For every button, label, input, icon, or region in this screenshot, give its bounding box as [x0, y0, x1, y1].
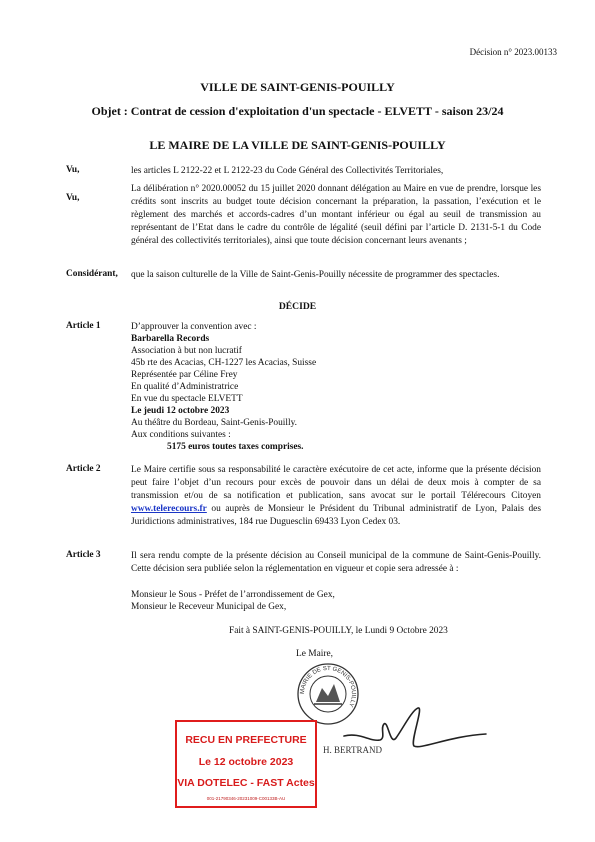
visa-text-1: les articles L 2122-22 et L 2122-23 du Code Général des Collectivités Territoriales, [131, 166, 444, 176]
objet-title: Objet : Contrat de cession d'exploitation d'un spectacle - ELVETT - saison 23/24 [91, 104, 504, 118]
fait-a-line: Fait à SAINT-GENIS-POUILLY, le Lundi 9 Octobre 2023 [229, 626, 448, 636]
article-1-line: D’approuver la convention avec : [131, 322, 257, 332]
considerant-label: Considérant, [66, 269, 118, 279]
recipient-line: Monsieur le Sous - Préfet de l’arrondissement de Gex, [131, 590, 335, 600]
stamp-line-4: 001-21790346-20231009-C00133B-AU [206, 796, 286, 801]
article-3-label: Article 3 [66, 550, 101, 560]
maire-heading: LE MAIRE DE LA VILLE DE SAINT-GENIS-POUILLY [149, 138, 446, 152]
article-1-line: Au théâtre du Bordeau, Saint-Genis-Pouilly. [131, 418, 298, 428]
recipient-line: Monsieur le Receveur Municipal de Gex, [131, 602, 287, 612]
article-1-line: Barbarella Records [131, 334, 210, 344]
seal-text: MAIRIE DE ST GENIS-POUILLY [299, 665, 357, 708]
stamp-line-3: VIA DOTELEC - FAST Actes [177, 777, 315, 789]
decide-heading: DÉCIDE [278, 301, 317, 312]
prefecture-stamp [175, 720, 317, 808]
article-1-line: Représentée par Céline Frey [131, 370, 238, 380]
decision-number: Décision n° 2023.00133 [469, 47, 557, 57]
signatory-name: H. BERTRAND [323, 745, 382, 755]
article-1-amount: 5175 euros toutes taxes comprises. [167, 442, 304, 452]
article-1-line: Aux conditions suivantes : [131, 430, 231, 440]
article-2-label: Article 2 [66, 464, 101, 474]
city-title: VILLE DE SAINT-GENIS-POUILLY [200, 80, 395, 94]
considerant-text: que la saison culturelle de la Ville de Saint-Genis-Pouilly nécessite de programmer des spectacles. [131, 270, 500, 280]
article-2-text-after: ou auprès de Monsieur le Président du Tribunal administratif de Lyon, Palais des Juridictions administratives, 184 rue Duguesclin 69433 Lyon Cedex 03. [131, 504, 541, 527]
visa-label-2: Vu, [66, 193, 80, 203]
article-1-line: En vue du spectacle ELVETT [131, 394, 243, 404]
stamp-line-2: Le 12 octobre 2023 [198, 756, 294, 768]
article-1-line: 45b rte des Acacias, CH-1227 les Acacias, Suisse [131, 358, 317, 368]
article-1-line: Association à but non lucratif [131, 346, 242, 356]
visa-text-2: La délibération n° 2020.00052 du 15 juillet 2020 donnant délégation au Maire en vue de prendre, lorsque les crédits sont inscrits au budget toute décision concernant la préparation, la passation, l’exécution et le règlement des marchés et accords-cadres d’un montant inférieur ou égal au seuil de transmission au représentant de l’Etat dans le cadre du contrôle de légalité (seuil défini par l’article D. 2131-5-1 du Code général des collectivités territoriales), ainsi que toute décision concernant leurs avenants ; [131, 184, 541, 246]
article-2-text-before: Le Maire certifie sous sa responsabilité le caractère exécutoire de cet acte, informe que la présente décision peut faire l’objet d’un recours pour excès de pouvoir dans un délai de deux mois à compter de sa transmission et/ou de sa notification et publication, sans avocat sur le portail Télérecours Citoyen [131, 465, 541, 501]
telerecours-link[interactable]: www.telerecours.fr [131, 504, 207, 514]
article-1-label: Article 1 [66, 321, 101, 331]
article-2-text [131, 464, 541, 529]
article-1-line: En qualité d’Administratrice [131, 382, 239, 392]
stamp-line-1: RECU EN PREFECTURE [185, 734, 307, 746]
article-3-text: Il sera rendu compte de la présente décision au Conseil municipal de la commune de Saint-Genis-Pouilly. Cette décision sera publiée selon la réglementation en vigueur et copie sera adressée à : [131, 551, 541, 574]
visa-label-1: Vu, [66, 165, 80, 175]
article-1-line: Le jeudi 12 octobre 2023 [131, 406, 230, 416]
le-maire-label: Le Maire, [296, 649, 333, 659]
